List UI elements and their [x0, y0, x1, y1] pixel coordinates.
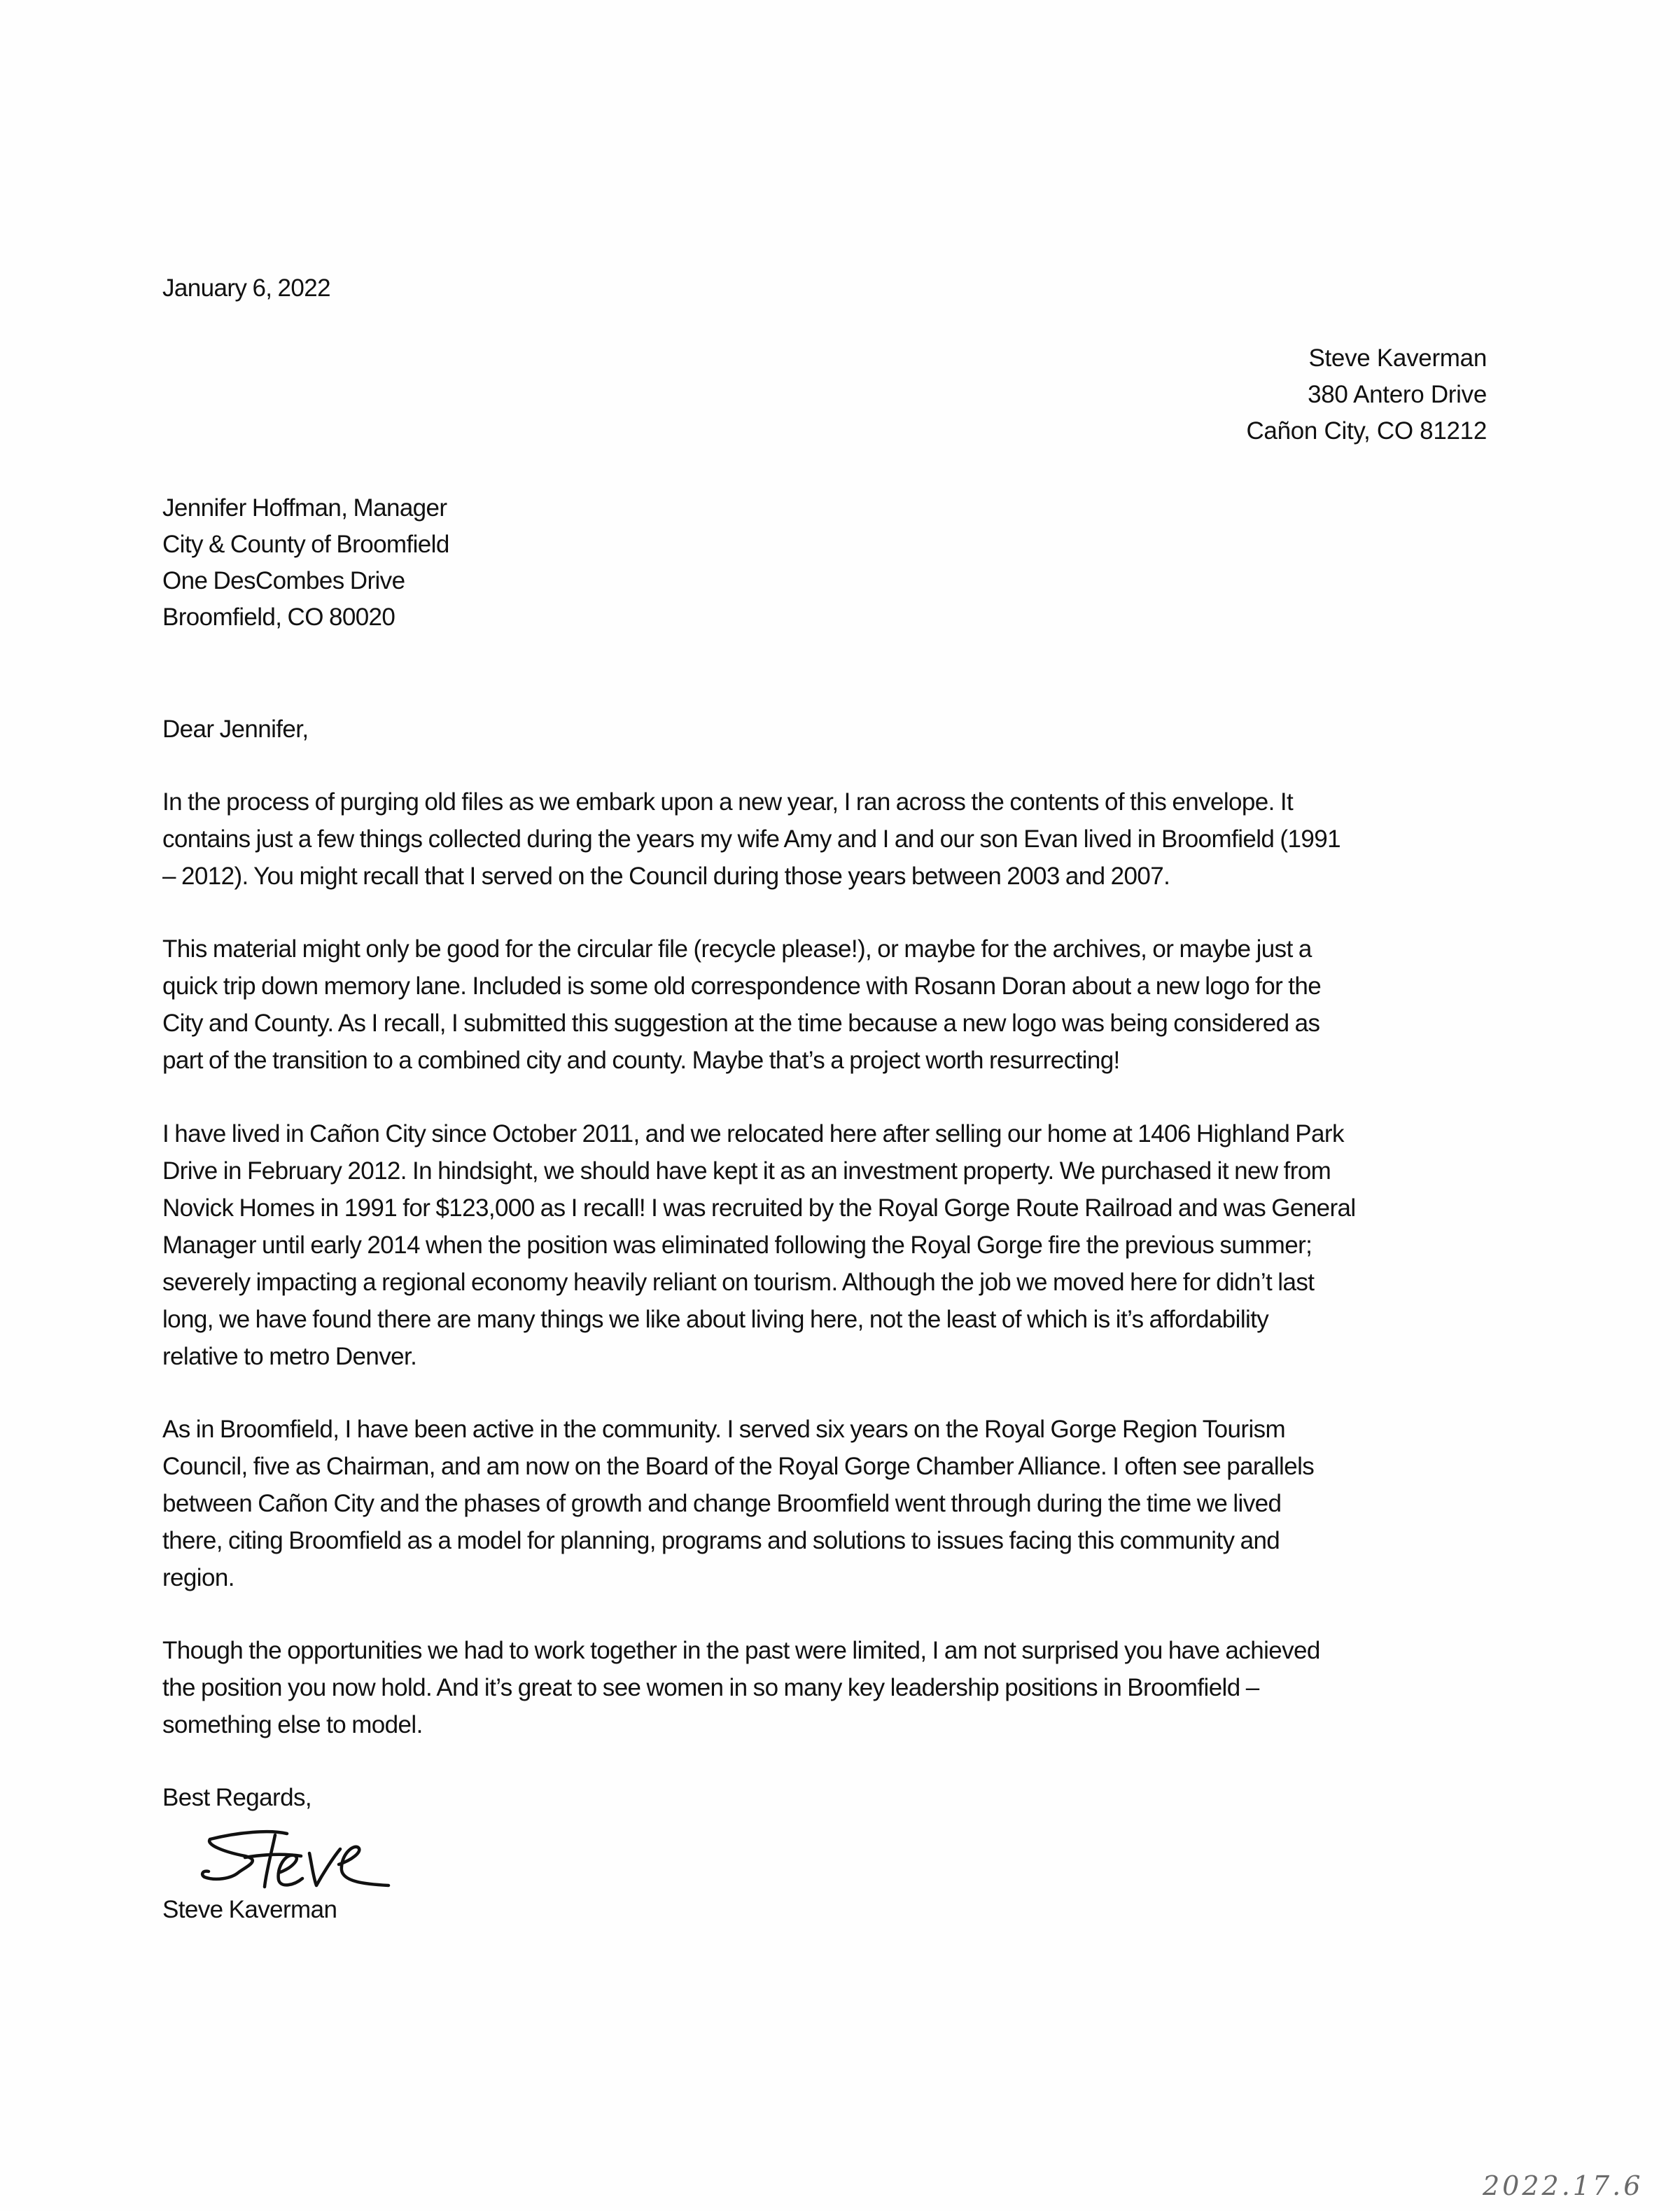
paragraph-line: This material might only be good for the circular file (recycle please!), or maybe for the archives, or maybe just a — [162, 935, 1312, 963]
paragraph-line: Manager until early 2014 when the position was eliminated following the Royal Gorge fire the previous summer; — [162, 1232, 1312, 1259]
paragraph-line: – 2012). You might recall that I served on the Council during those years between 2003 and 2007. — [162, 863, 1170, 890]
paragraph-line: In the process of purging old files as we embark upon a new year, I ran across the contents of this envelope. It — [162, 788, 1294, 816]
paragraph-line: relative to metro Denver. — [162, 1343, 417, 1370]
sender-street: 380 Antero Drive — [1308, 381, 1487, 408]
paragraph-line: the position you now hold. And it’s great to see women in so many key leadership positions in Broomfield – — [162, 1674, 1259, 1701]
paragraph-line: region. — [162, 1564, 234, 1591]
paragraph-line: there, citing Broomfield as a model for planning, programs and solutions to issues facing this community and — [162, 1527, 1280, 1554]
handwritten-signature — [196, 1824, 406, 1901]
paragraph-line: part of the transition to a combined city and county. Maybe that’s a project worth resurrecting! — [162, 1047, 1120, 1074]
paragraph-line: long, we have found there are many things we like about living here, not the least of which is it’s affordability — [162, 1306, 1269, 1333]
salutation: Dear Jennifer, — [162, 716, 309, 743]
paragraph-line: severely impacting a regional economy heavily reliant on tourism. Although the job we moved here for didn’t last — [162, 1269, 1315, 1296]
recipient-organization: City & County of Broomfield — [162, 531, 449, 558]
recipient-street: One DesCombes Drive — [162, 567, 405, 594]
paragraph-line: I have lived in Cañon City since October 2011, and we relocated here after selling our home at 1406 Highland Park — [162, 1120, 1344, 1148]
paragraph-line: As in Broomfield, I have been active in the community. I served six years on the Royal Gorge Region Tourism — [162, 1416, 1286, 1443]
paragraph-line: City and County. As I recall, I submitted this suggestion at the time because a new logo was being considered as — [162, 1010, 1320, 1037]
paragraph-line: quick trip down memory lane. Included is some old correspondence with Rosann Doran about a new logo for the — [162, 972, 1322, 1000]
closing: Best Regards, — [162, 1784, 312, 1811]
paragraph-line: Drive in February 2012. In hindsight, we should have kept it as an investment property. We purchased it new from — [162, 1157, 1331, 1185]
paragraph-line: something else to model. — [162, 1711, 423, 1738]
recipient-name-title: Jennifer Hoffman, Manager — [162, 494, 447, 522]
signature-name: Steve Kaverman — [162, 1896, 337, 1923]
paragraph-line: contains just a few things collected during the years my wife Amy and I and our son Evan lived in Broomfield (1991 — [162, 825, 1340, 853]
paragraph-line: Council, five as Chairman, and am now on the Board of the Royal Gorge Chamber Alliance. I often see parallels — [162, 1453, 1315, 1480]
recipient-city-state-zip: Broomfield, CO 80020 — [162, 604, 396, 631]
accession-number: 2022.17.6 — [1483, 2170, 1644, 2201]
paragraph-line: between Cañon City and the phases of growth and change Broomfield went through during the time we lived — [162, 1490, 1282, 1517]
paragraph-line: Though the opportunities we had to work together in the past were limited, I am not surprised you have achieved — [162, 1637, 1320, 1664]
letter-date: January 6, 2022 — [162, 274, 331, 302]
sender-city-state-zip: Cañon City, CO 81212 — [1246, 417, 1487, 445]
paragraph-line: Novick Homes in 1991 for $123,000 as I recall! I was recruited by the Royal Gorge Route Railroad and was General — [162, 1194, 1356, 1222]
sender-name: Steve Kaverman — [1308, 344, 1487, 372]
